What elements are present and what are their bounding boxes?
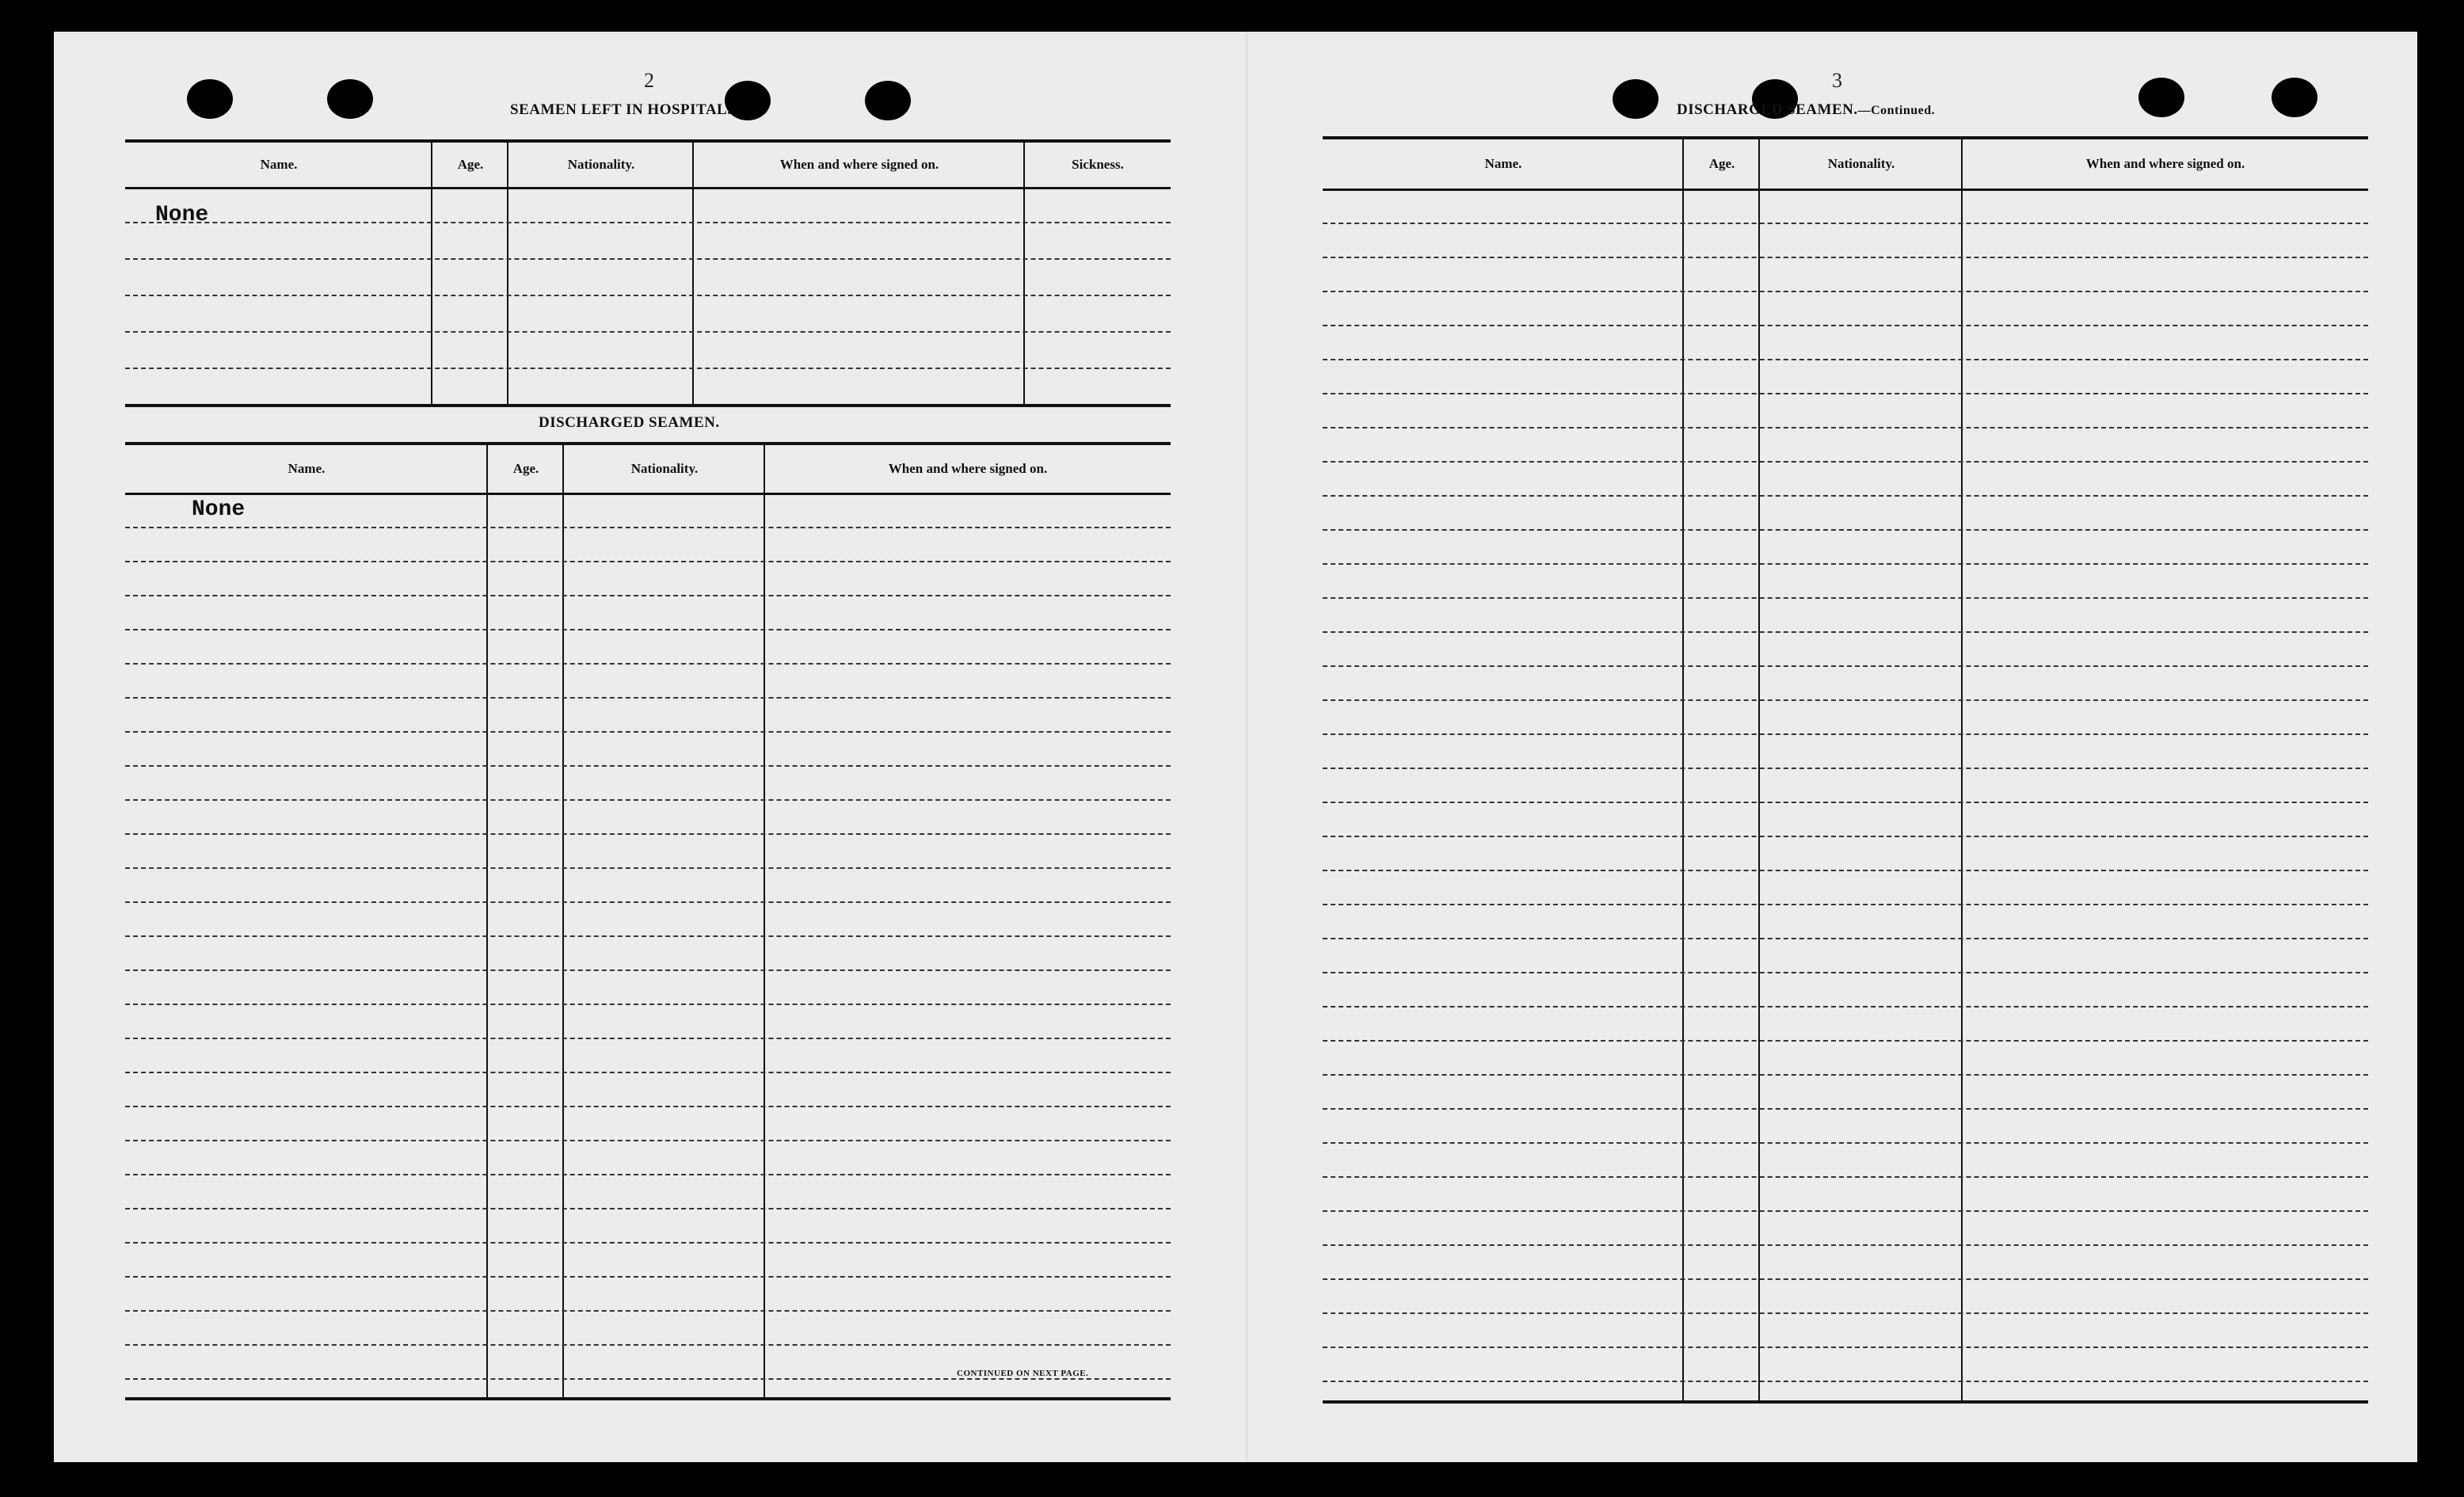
table-row xyxy=(1323,1176,2368,1212)
table-row xyxy=(125,1072,1171,1107)
hospital-table-title: SEAMEN LEFT IN HOSPITAL. xyxy=(510,101,732,118)
continued-note: CONTINUED ON NEXT PAGE. xyxy=(957,1369,1089,1378)
discharged-table-rows xyxy=(125,493,1171,1400)
table-row xyxy=(1323,665,2368,701)
col-header-name: Name. xyxy=(288,461,326,476)
table-bottom-rule xyxy=(125,404,1171,407)
table-row xyxy=(125,867,1171,903)
title-main: DISCHARGED SEAMEN. xyxy=(1677,101,1858,118)
table-row xyxy=(125,1106,1171,1141)
table-row xyxy=(1323,938,2368,973)
table-row xyxy=(1323,1210,2368,1246)
discharged-continued-title xyxy=(1677,101,1935,119)
table-row xyxy=(125,1208,1171,1244)
discharged-entry-none: None xyxy=(192,497,246,522)
table-row xyxy=(1323,1040,2368,1076)
table-row xyxy=(1323,393,2368,429)
discharged-table xyxy=(125,442,1171,1400)
table-row xyxy=(125,935,1171,971)
table-row xyxy=(1323,461,2368,497)
table-row xyxy=(125,765,1171,801)
table-row xyxy=(1323,1074,2368,1110)
table-row xyxy=(1323,904,2368,939)
right-page xyxy=(1247,32,2417,1462)
col-header-signed-on: When and where signed on. xyxy=(2085,156,2245,171)
table-row xyxy=(125,731,1171,767)
discharged-continued-rows xyxy=(1323,189,2368,1404)
table-row xyxy=(1323,1312,2368,1348)
table-row xyxy=(1323,1142,2368,1178)
table-row xyxy=(125,833,1171,869)
ledger-sheet xyxy=(54,32,2417,1462)
table-row xyxy=(1323,325,2368,360)
hospital-table xyxy=(125,139,1171,407)
table-row xyxy=(1323,291,2368,326)
table-row xyxy=(125,1004,1171,1039)
table-bottom-rule xyxy=(1323,1400,2368,1404)
left-page xyxy=(54,32,1246,1462)
table-row xyxy=(125,901,1171,937)
table-row xyxy=(125,1174,1171,1209)
table-row xyxy=(125,595,1171,630)
table-row xyxy=(125,799,1171,835)
table-row xyxy=(1323,768,2368,803)
table-row xyxy=(125,493,1171,528)
table-row xyxy=(1323,836,2368,871)
table-row xyxy=(125,697,1171,733)
col-header-sickness: Sickness. xyxy=(1072,157,1124,172)
col-header-signed-on: When and where signed on. xyxy=(779,157,939,172)
table-row xyxy=(1323,972,2368,1008)
discharged-continued-table xyxy=(1323,136,2368,1404)
table-row xyxy=(1323,1278,2368,1314)
table-row xyxy=(125,258,1171,296)
table-row xyxy=(125,1038,1171,1073)
discharged-table-title: DISCHARGED SEAMEN. xyxy=(539,414,720,431)
table-row xyxy=(125,222,1171,260)
table-row xyxy=(1323,359,2368,394)
table-row xyxy=(125,969,1171,1005)
table-row xyxy=(125,527,1171,562)
table-row xyxy=(125,1276,1171,1312)
table-bottom-rule xyxy=(125,1397,1171,1400)
col-header-nationality: Nationality. xyxy=(630,461,699,476)
table-row xyxy=(125,663,1171,699)
col-header-age: Age. xyxy=(457,157,484,172)
table-row xyxy=(1323,563,2368,599)
table-row xyxy=(125,629,1171,665)
col-header-signed-on: When and where signed on. xyxy=(888,461,1048,476)
table-row xyxy=(125,187,1171,223)
table-row xyxy=(1323,631,2368,667)
hospital-entry-none: None xyxy=(155,203,209,227)
col-header-age: Age. xyxy=(1708,156,1735,171)
table-row xyxy=(1323,733,2368,769)
table-row xyxy=(125,331,1171,369)
table-row xyxy=(1323,189,2368,224)
table-row xyxy=(1323,495,2368,531)
page-number: 2 xyxy=(644,69,654,92)
table-row xyxy=(125,1140,1171,1175)
table-row xyxy=(1323,699,2368,735)
table-row xyxy=(1323,597,2368,633)
col-header-name: Name. xyxy=(1484,156,1522,171)
table-row xyxy=(1323,223,2368,258)
table-row xyxy=(1323,257,2368,292)
col-header-age: Age. xyxy=(512,461,539,476)
col-header-nationality: Nationality. xyxy=(1827,156,1895,171)
col-header-name: Name. xyxy=(260,157,298,172)
table-row xyxy=(125,561,1171,596)
table-row xyxy=(1323,529,2368,565)
table-row xyxy=(125,295,1171,333)
table-row xyxy=(1323,427,2368,463)
table-row xyxy=(125,1242,1171,1278)
table-row xyxy=(125,1310,1171,1346)
table-row xyxy=(1323,802,2368,837)
col-header-nationality: Nationality. xyxy=(567,157,635,172)
table-row xyxy=(1323,1347,2368,1382)
hospital-table-rows xyxy=(125,187,1171,407)
page-number: 3 xyxy=(1832,69,1842,92)
table-row xyxy=(1323,1006,2368,1042)
table-row xyxy=(1323,1244,2368,1280)
table-row xyxy=(1323,1108,2368,1144)
title-suffix: —Continued. xyxy=(1857,104,1936,117)
table-row xyxy=(1323,870,2368,905)
